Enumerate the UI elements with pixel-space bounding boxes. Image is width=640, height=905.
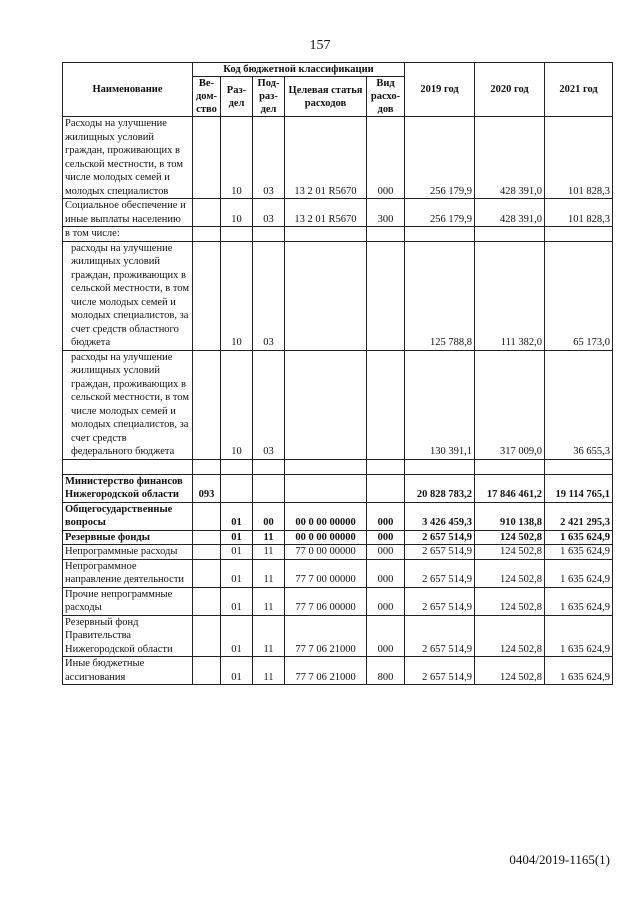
row-expense-type [367,350,405,459]
table-row [63,117,613,199]
row-value-2021: 1 635 624,9 [545,587,613,615]
row-ved [193,350,221,459]
row-ved [193,559,221,587]
row-ved [193,227,221,242]
row-expense-type: 800 [367,657,405,685]
row-value-2019: 256 179,9 [405,117,475,199]
row-value-2021: 1 635 624,9 [545,559,613,587]
table-row [63,350,613,459]
table-row [63,199,613,227]
row-razdel [221,459,253,474]
row-name: Прочие непрограммные расходы [63,587,193,615]
row-ved [193,199,221,227]
row-target-article [285,350,367,459]
row-value-2019 [405,227,475,242]
row-target-article [285,227,367,242]
row-value-2020 [475,227,545,242]
header-name: Наименование [63,63,193,117]
row-podrazdel: 11 [253,559,285,587]
header-2021: 2021 год [545,63,613,117]
row-value-2021: 101 828,3 [545,199,613,227]
row-value-2019: 2 657 514,9 [405,545,475,560]
budget-table [62,62,613,685]
row-podrazdel: 03 [253,350,285,459]
row-expense-type [367,241,405,350]
row-razdel: 10 [221,117,253,199]
row-value-2020: 910 138,8 [475,502,545,530]
table-row [63,587,613,615]
row-value-2021: 2 421 295,3 [545,502,613,530]
row-podrazdel: 03 [253,241,285,350]
row-target-article: 77 0 00 00000 [285,545,367,560]
row-podrazdel [253,474,285,502]
row-value-2020: 428 391,0 [475,117,545,199]
row-value-2020: 124 502,8 [475,615,545,657]
row-value-2019 [405,459,475,474]
header-razdel: Раз-дел [221,77,253,117]
header-row-top [63,63,613,77]
row-razdel: 10 [221,241,253,350]
table-row [63,502,613,530]
row-target-article: 13 2 01 R5670 [285,117,367,199]
row-expense-type: 000 [367,615,405,657]
table-row [63,657,613,685]
row-value-2019: 2 657 514,9 [405,530,475,545]
row-name: Резервные фонды [63,530,193,545]
table-row [63,545,613,560]
row-razdel: 01 [221,502,253,530]
row-name: Расходы на улучшение жилищных условий граждан, проживающих в сельской местности, в том числе молодых семей и молодых специалистов [63,117,193,199]
document-code: 0404/2019-1165(1) [509,852,610,867]
row-value-2019: 2 657 514,9 [405,657,475,685]
row-ved [193,502,221,530]
row-expense-type: 000 [367,587,405,615]
row-value-2020: 124 502,8 [475,587,545,615]
row-razdel: 01 [221,657,253,685]
row-podrazdel [253,459,285,474]
row-value-2019: 256 179,9 [405,199,475,227]
row-podrazdel: 11 [253,530,285,545]
row-podrazdel: 03 [253,199,285,227]
row-value-2021: 19 114 765,1 [545,474,613,502]
row-value-2019: 125 788,8 [405,241,475,350]
table-row [63,615,613,657]
row-value-2021 [545,459,613,474]
header-2019: 2019 год [405,63,475,117]
row-value-2020: 428 391,0 [475,199,545,227]
row-podrazdel: 00 [253,502,285,530]
row-target-article: 13 2 01 R5670 [285,199,367,227]
table-row [63,530,613,545]
header-podrazdel: Под-раз-дел [253,77,285,117]
row-razdel: 01 [221,545,253,560]
row-value-2020: 317 009,0 [475,350,545,459]
row-razdel: 10 [221,350,253,459]
row-podrazdel: 11 [253,587,285,615]
table-body [63,117,613,685]
row-name: Иные бюджетные ассигнования [63,657,193,685]
row-target-article [285,459,367,474]
row-ved [193,241,221,350]
row-value-2019: 130 391,1 [405,350,475,459]
table-row [63,241,613,350]
row-ved [193,615,221,657]
row-value-2020: 124 502,8 [475,559,545,587]
header-ved: Ве-дом-ство [193,77,221,117]
row-value-2019: 20 828 783,2 [405,474,475,502]
row-value-2021: 1 635 624,9 [545,530,613,545]
row-target-article: 00 0 00 00000 [285,530,367,545]
row-ved [193,530,221,545]
row-value-2019: 3 426 459,3 [405,502,475,530]
row-expense-type: 000 [367,545,405,560]
row-ved [193,117,221,199]
row-podrazdel: 11 [253,615,285,657]
row-name: Резервный фонд Правительства Нижегородской области [63,615,193,657]
row-name: Непрограммное направление деятельности [63,559,193,587]
row-name: Непрограммные расходы [63,545,193,560]
page-number: 157 [309,38,331,53]
row-value-2021: 1 635 624,9 [545,657,613,685]
row-value-2021: 1 635 624,9 [545,615,613,657]
row-expense-type [367,474,405,502]
row-expense-type: 000 [367,530,405,545]
row-value-2020: 111 382,0 [475,241,545,350]
row-value-2019: 2 657 514,9 [405,559,475,587]
row-podrazdel: 03 [253,117,285,199]
row-target-article: 00 0 00 00000 [285,502,367,530]
row-value-2020: 124 502,8 [475,545,545,560]
row-podrazdel: 11 [253,657,285,685]
row-razdel [221,227,253,242]
row-ved [193,657,221,685]
row-value-2021: 1 635 624,9 [545,545,613,560]
header-2020: 2020 год [475,63,545,117]
row-expense-type [367,227,405,242]
row-expense-type: 000 [367,559,405,587]
row-name: расходы на улучшение жилищных условий граждан, проживающих в сельской местности, в том числе молодых семей и молодых специалистов, за счет средств федерального бюджета [63,350,193,459]
row-podrazdel: 11 [253,545,285,560]
row-razdel: 01 [221,587,253,615]
row-value-2019: 2 657 514,9 [405,587,475,615]
row-target-article [285,241,367,350]
row-target-article: 77 7 06 21000 [285,657,367,685]
row-value-2021: 65 173,0 [545,241,613,350]
table-row [63,474,613,502]
row-expense-type [367,459,405,474]
row-value-2021: 101 828,3 [545,117,613,199]
row-ved [193,545,221,560]
row-value-2021 [545,227,613,242]
row-name: Министерство финансов Нижегородской области [63,474,193,502]
row-name: расходы на улучшение жилищных условий граждан, проживающих в сельской местности, в том числе молодых семей и молодых специалистов, за счет средств областного бюджета [63,241,193,350]
table-row [63,459,613,474]
row-ved [193,587,221,615]
header-vid: Вид расхо-дов [367,77,405,117]
row-ved [193,459,221,474]
row-value-2020: 124 502,8 [475,657,545,685]
row-razdel: 01 [221,559,253,587]
row-target-article [285,474,367,502]
row-expense-type: 000 [367,117,405,199]
row-podrazdel [253,227,285,242]
row-value-2021: 36 655,3 [545,350,613,459]
row-razdel: 10 [221,199,253,227]
row-expense-type: 300 [367,199,405,227]
table-row [63,227,613,242]
row-razdel: 01 [221,530,253,545]
row-name: Общегосударственные вопросы [63,502,193,530]
row-razdel [221,474,253,502]
row-name: Социальное обеспечение и иные выплаты населению [63,199,193,227]
row-target-article: 77 7 06 00000 [285,587,367,615]
row-value-2020: 17 846 461,2 [475,474,545,502]
header-celevaya: Целевая статья расходов [285,77,367,117]
row-name: в том числе: [63,227,193,242]
row-value-2020: 124 502,8 [475,530,545,545]
row-target-article: 77 7 06 21000 [285,615,367,657]
row-expense-type: 000 [367,502,405,530]
row-name [63,459,193,474]
header-classification-group: Код бюджетной классификации [193,63,405,77]
row-target-article: 77 7 00 00000 [285,559,367,587]
row-value-2020 [475,459,545,474]
row-value-2019: 2 657 514,9 [405,615,475,657]
row-razdel: 01 [221,615,253,657]
table-row [63,559,613,587]
row-ved: 093 [193,474,221,502]
